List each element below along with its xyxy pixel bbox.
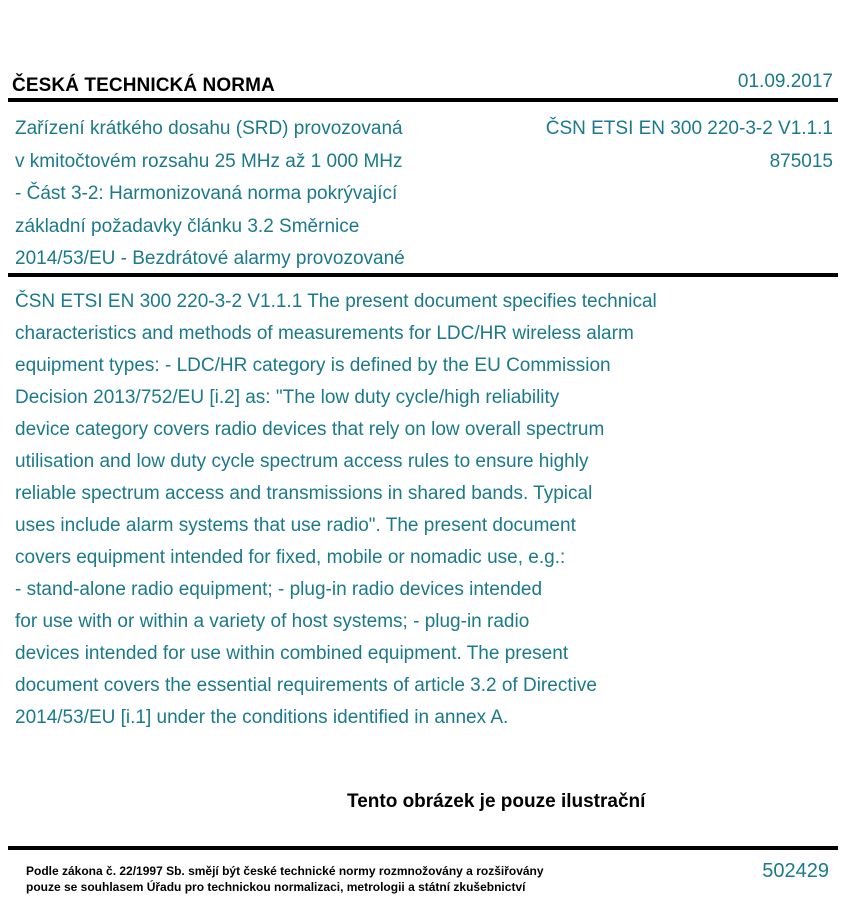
- standard-number: ČSN ETSI EN 300 220-3-2 V1.1.1: [545, 118, 833, 139]
- abstract-text: ČSN ETSI EN 300 220-3-2 V1.1.1 The present document specifies technical characteristics and methods of measurements for LDC/HR wireless alarm equipment types: - LDC/HR category is defined by the EU Commission Decision 2013/752/EU [i.2] as: "The low duty cycle/high reliability device category covers radio devices that rely on low overall spectrum utilisation and low duty cycle spectrum access rules to ensure highly reliable spectrum access and transmissions in shared bands. Typical uses include alarm systems that use radio". The present document covers equipment intended for fixed, mobile or nomadic use, e.g.: - stand-alone radio equipment; - plug-in radio devices intended for use with or within a variety of host systems; - plug-in radio devices intended for use within combined equipment. The present document covers the essential requirements of article 3.2 of Directive 2014/53/EU [i.1] under the conditions identified in annex A.: [15, 291, 657, 728]
- document-id: 502429: [762, 860, 829, 882]
- illustration-note: Tento obrázek je pouze ilustrační: [347, 791, 646, 812]
- middle-divider: [8, 273, 838, 277]
- standard-title: Zařízení krátkého dosahu (SRD) provozovaná v kmitočtovém rozsahu 25 MHz až 1 000 MHz - Část 3-2: Harmonizovaná norma pokrývající základní požadavky článku 3.2 Směrnice 2014/53/EU - Bezdrátové alarmy provozované: [15, 118, 405, 269]
- top-divider: [8, 98, 838, 102]
- page-title: ČESKÁ TECHNICKÁ NORMA: [12, 75, 275, 96]
- bottom-divider: [8, 846, 838, 850]
- classification-code: 875015: [769, 150, 833, 172]
- legal-notice: Podle zákona č. 22/1997 Sb. smějí být české technické normy rozmnožovány a rozšiřovány pouze se souhlasem Úřadu pro technickou normalizaci, metrologii a státní zkušebnictví: [26, 864, 544, 894]
- publication-date: 01.09.2017: [737, 71, 833, 92]
